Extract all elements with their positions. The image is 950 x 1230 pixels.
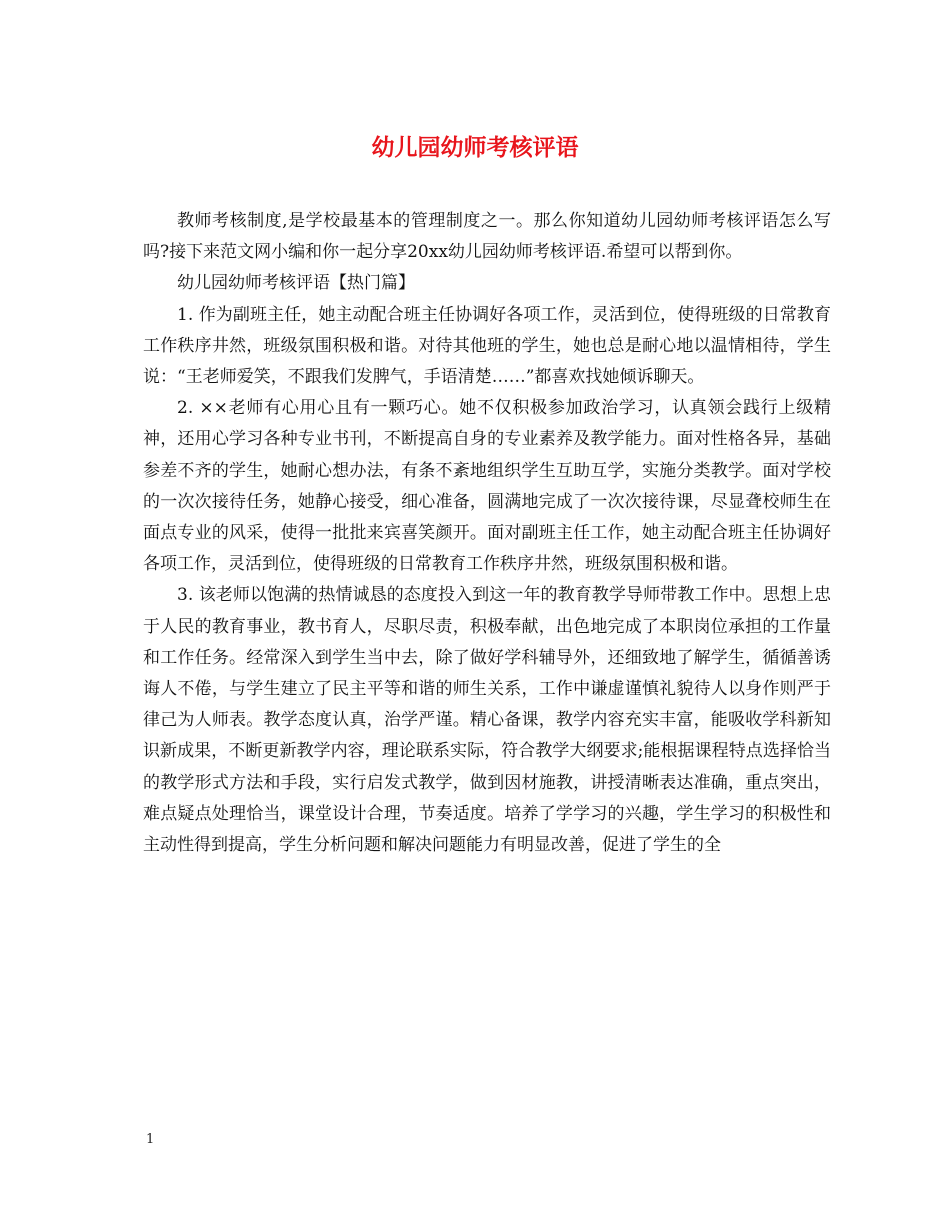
page-number: 1 bbox=[146, 1132, 155, 1147]
intro-paragraph: 教师考核制度,是学校最基本的管理制度之一。那么你知道幼儿园幼师考核评语怎么写吗?接下来范文网小编和你一起分享20xx幼儿园幼师考核评语.希望可以帮到你。 bbox=[143, 211, 831, 263]
section-heading: 幼儿园幼师考核评语【热门篇】 bbox=[177, 273, 415, 294]
comment-paragraph-1: 1. 作为副班主任，她主动配合班主任协调好各项工作，灵活到位，使得班级的日常教育工作秩序井然，班级氛围积极和谐。对待其他班的学生，她也总是耐心地以温情相待，学生说：“王老师爱笑，不跟我们发脾气，手语清楚……”都喜欢找她倾诉聊天。 bbox=[143, 304, 831, 388]
comment-paragraph-3: 3. 该老师以饱满的热情诚恳的态度投入到这一年的教育教学导师带教工作中。思想上忠于人民的教育事业，教书育人，尽职尽责，积极奉献，出色地完成了本职岗位承担的工作量和工作任务。经常深入到学生当中去，除了做好学科辅导外，还细致地了解学生，循循善诱诲人不倦，与学生建立了民主平等和谐的师生关系，工作中谦虚谨慎礼貌待人以身作则严于律己为人师表。教学态度认真，治学严谨。精心备课，教学内容充实丰富，能吸收学科新知识新成果，不断更新教学内容，理论联系实际，符合教学大纲要求;能根据课程特点选择恰当的教学形式方法和手段，实行启发式教学，做到因材施教，讲授清晰表达准确，重点突出，难点疑点处理恰当，课堂设计合理，节奏适度。培养了学学习的兴趣，学生学习的积极性和主动性得到提高，学生分析问题和解决问题能力有明显改善，促进了学生的全 bbox=[143, 585, 831, 856]
document-body bbox=[143, 206, 831, 861]
comment-paragraph-2: 2. ××老师有心用心且有一颗巧心。她不仅积极参加政治学习，认真领会践行上级精神，还用心学习各种专业书刊，不断提高自身的专业素养及教学能力。面对性格各异，基础参差不齐的学生，她耐心想办法，有条不紊地组织学生互助互学，实施分类教学。面对学校的一次次接待任务，她静心接受，细心准备，圆满地完成了一次次接待课，尽显聋校师生在面点专业的风采，使得一批批来宾喜笑颜开。面对副班主任工作，她主动配合班主任协调好各项工作，灵活到位，使得班级的日常教育工作秩序井然，班级氛围积极和谐。 bbox=[143, 398, 831, 575]
document-title: 幼儿园幼师考核评语 bbox=[371, 134, 579, 161]
